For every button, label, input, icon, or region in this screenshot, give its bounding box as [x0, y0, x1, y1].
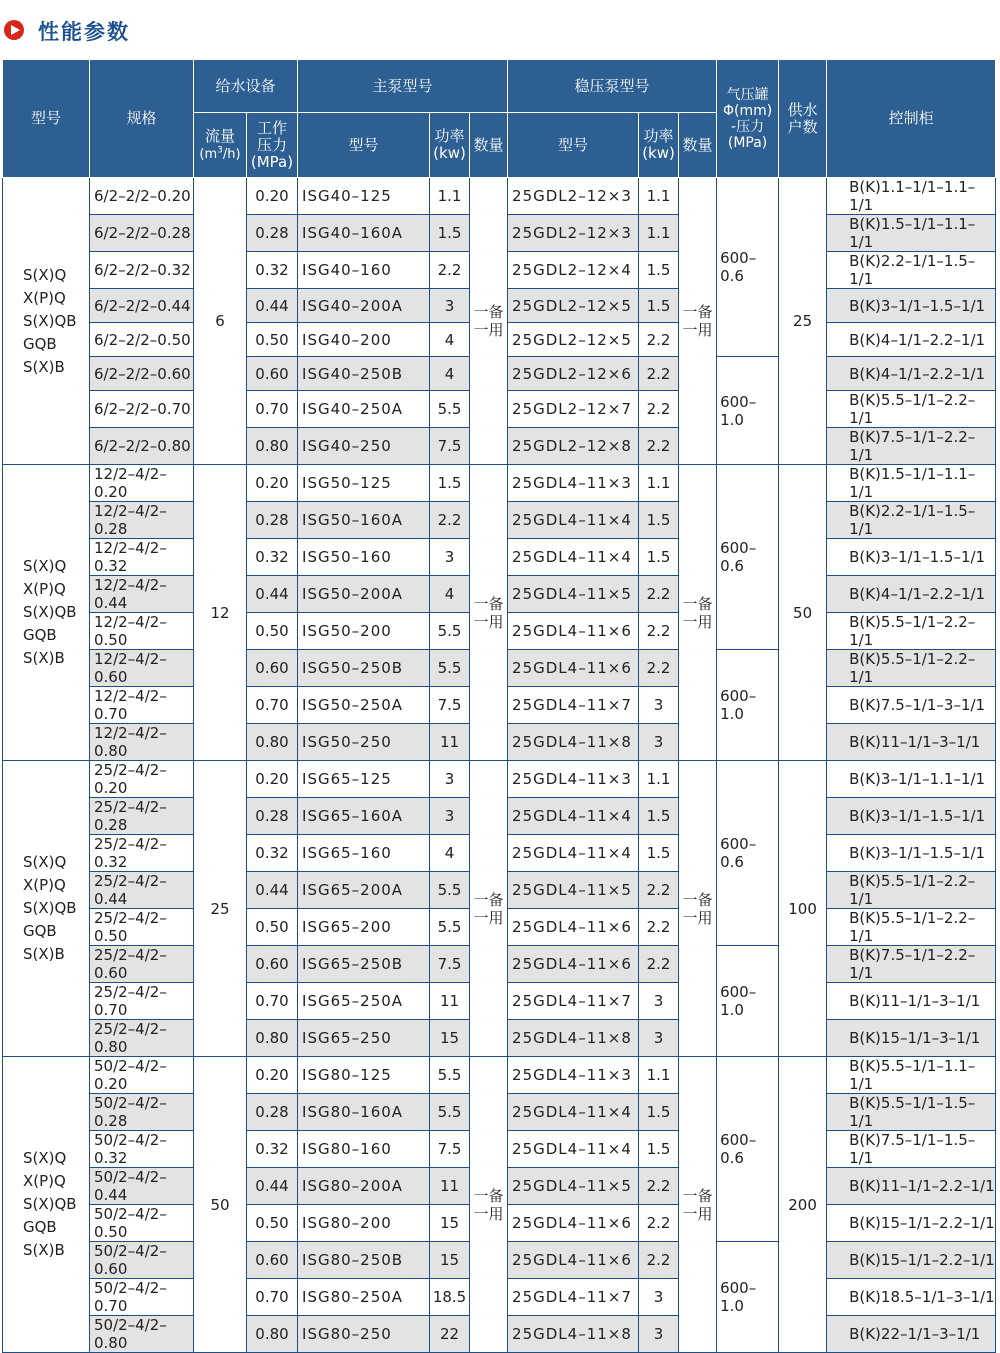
main-pump-power-cell: 4 — [430, 576, 470, 613]
main-pump-power-cell: 3 — [430, 798, 470, 835]
pressure-cell: 0.70 — [247, 983, 298, 1020]
pressure-cell: 0.60 — [247, 357, 298, 391]
main-pump-model-cell: ISG40–200 — [298, 323, 430, 357]
stab-pump-power-cell: 2.2 — [639, 576, 679, 613]
header-main-pump: 主泵型号 — [298, 60, 508, 113]
header-cabinet: 控制柜 — [827, 60, 996, 178]
stab-pump-qty-cell: 一备 一用 — [679, 1057, 717, 1353]
main-pump-model-cell: ISG50–125 — [298, 465, 430, 502]
stab-pump-power-cell: 3 — [639, 1020, 679, 1057]
pressure-cell: 0.50 — [247, 909, 298, 946]
model-series-cell: S(X)Q X(P)Q S(X)QB GQB S(X)B — [3, 1057, 90, 1353]
table-row — [3, 178, 996, 215]
main-pump-power-cell: 11 — [430, 724, 470, 761]
stab-pump-power-cell: 1.5 — [639, 1131, 679, 1168]
main-pump-power-cell: 5.5 — [430, 391, 470, 428]
pressure-cell: 0.44 — [247, 872, 298, 909]
main-pump-qty-cell: 一备 一用 — [470, 761, 508, 1057]
pressure-cell: 0.20 — [247, 178, 298, 215]
tank-cell: 600–0.6 — [717, 178, 779, 357]
households-cell: 25 — [779, 178, 827, 465]
main-pump-model-cell: ISG65–160 — [298, 835, 430, 872]
spec-cell: 25/2–4/2–0.60 — [90, 946, 194, 983]
pressure-cell: 0.80 — [247, 1316, 298, 1353]
main-pump-power-cell: 7.5 — [430, 1131, 470, 1168]
control-cabinet-cell: B(K)22–1/1–3–1/1 — [827, 1316, 996, 1353]
stab-pump-power-cell: 2.2 — [639, 391, 679, 428]
tank-cell: 600–1.0 — [717, 357, 779, 465]
main-pump-power-cell: 2.2 — [430, 502, 470, 539]
stab-pump-model-cell: 25GDL2–12×3 — [508, 178, 639, 215]
main-pump-power-cell: 4 — [430, 323, 470, 357]
tank-cell: 600–0.6 — [717, 1057, 779, 1242]
stab-pump-power-cell: 2.2 — [639, 909, 679, 946]
stab-pump-model-cell: 25GDL4–11×6 — [508, 613, 639, 650]
pressure-cell: 0.80 — [247, 724, 298, 761]
pressure-cell: 0.32 — [247, 835, 298, 872]
stab-pump-model-cell: 25GDL4–11×3 — [508, 761, 639, 798]
control-cabinet-cell: B(K)4–1/1–2.2–1/1 — [827, 576, 996, 613]
stab-pump-model-cell: 25GDL4–11×7 — [508, 983, 639, 1020]
spec-cell: 25/2–4/2–0.50 — [90, 909, 194, 946]
main-pump-qty-cell: 一备 一用 — [470, 178, 508, 465]
pressure-cell: 0.32 — [247, 1131, 298, 1168]
spec-cell: 25/2–4/2–0.32 — [90, 835, 194, 872]
header-spec: 规格 — [90, 60, 194, 178]
header-stab-model: 型号 — [508, 113, 639, 178]
pressure-cell: 0.50 — [247, 613, 298, 650]
main-pump-power-cell: 5.5 — [430, 1094, 470, 1131]
main-pump-power-cell: 3 — [430, 539, 470, 576]
pressure-cell: 0.28 — [247, 798, 298, 835]
spec-cell: 50/2–4/2–0.60 — [90, 1242, 194, 1279]
spec-cell: 25/2–4/2–0.28 — [90, 798, 194, 835]
main-pump-power-cell: 11 — [430, 983, 470, 1020]
pressure-cell: 0.44 — [247, 576, 298, 613]
households-cell: 50 — [779, 465, 827, 761]
main-pump-power-cell: 15 — [430, 1020, 470, 1057]
stab-pump-model-cell: 25GDL4–11×5 — [508, 872, 639, 909]
stab-pump-power-cell: 2.2 — [639, 946, 679, 983]
spec-cell: 12/2–4/2–0.60 — [90, 650, 194, 687]
main-pump-power-cell: 5.5 — [430, 1057, 470, 1094]
stab-pump-power-cell: 3 — [639, 983, 679, 1020]
header-model: 型号 — [3, 60, 90, 178]
control-cabinet-cell: B(K)5.5–1/1–1.5–1/1 — [827, 1094, 996, 1131]
stab-pump-model-cell: 25GDL4–11×6 — [508, 909, 639, 946]
main-pump-power-cell: 7.5 — [430, 687, 470, 724]
pressure-cell: 0.20 — [247, 465, 298, 502]
header-main-qty: 数量 — [470, 113, 508, 178]
pressure-cell: 0.32 — [247, 252, 298, 289]
control-cabinet-cell: B(K)7.5–1/1–2.2–1/1 — [827, 946, 996, 983]
main-pump-qty-cell: 一备 一用 — [470, 465, 508, 761]
stab-pump-model-cell: 25GDL4–11×7 — [508, 1279, 639, 1316]
stab-pump-model-cell: 25GDL4–11×8 — [508, 724, 639, 761]
control-cabinet-cell: B(K)7.5–1/1–3–1/1 — [827, 687, 996, 724]
main-pump-model-cell: ISG40–250B — [298, 357, 430, 391]
main-pump-model-cell: ISG80–250 — [298, 1316, 430, 1353]
main-pump-model-cell: ISG80–160A — [298, 1094, 430, 1131]
flow-cell: 12 — [194, 465, 247, 761]
spec-cell: 12/2–4/2–0.28 — [90, 502, 194, 539]
control-cabinet-cell: B(K)5.5–1/1–2.2–1/1 — [827, 909, 996, 946]
main-pump-model-cell: ISG80–125 — [298, 1057, 430, 1094]
stab-pump-qty-cell: 一备 一用 — [679, 178, 717, 465]
main-pump-model-cell: ISG50–160 — [298, 539, 430, 576]
main-pump-model-cell: ISG65–250 — [298, 1020, 430, 1057]
main-pump-model-cell: ISG50–250B — [298, 650, 430, 687]
tank-cell: 600–1.0 — [717, 1242, 779, 1353]
stab-pump-power-cell: 3 — [639, 1279, 679, 1316]
control-cabinet-cell: B(K)3–1/1–1.5–1/1 — [827, 798, 996, 835]
spec-cell: 12/2–4/2–0.44 — [90, 576, 194, 613]
control-cabinet-cell: B(K)3–1/1–1.1–1/1 — [827, 761, 996, 798]
pressure-cell: 0.20 — [247, 1057, 298, 1094]
stab-pump-power-cell: 1.5 — [639, 539, 679, 576]
control-cabinet-cell: B(K)2.2–1/1–1.5–1/1 — [827, 252, 996, 289]
pressure-cell: 0.50 — [247, 1205, 298, 1242]
model-series-cell: S(X)Q X(P)Q S(X)QB GQB S(X)B — [3, 178, 90, 465]
main-pump-model-cell: ISG65–160A — [298, 798, 430, 835]
spec-cell: 6/2–2/2–0.70 — [90, 391, 194, 428]
stab-pump-model-cell: 25GDL4–11×7 — [508, 687, 639, 724]
spec-cell: 6/2–2/2–0.20 — [90, 178, 194, 215]
main-pump-power-cell: 18.5 — [430, 1279, 470, 1316]
main-pump-power-cell: 5.5 — [430, 872, 470, 909]
stab-pump-model-cell: 25GDL4–11×5 — [508, 1168, 639, 1205]
main-pump-model-cell: ISG50–250 — [298, 724, 430, 761]
main-pump-model-cell: ISG40–160A — [298, 215, 430, 252]
table-body — [3, 178, 996, 1353]
control-cabinet-cell: B(K)7.5–1/1–1.5–1/1 — [827, 1131, 996, 1168]
main-pump-model-cell: ISG50–160A — [298, 502, 430, 539]
pressure-cell: 0.28 — [247, 1094, 298, 1131]
main-pump-power-cell: 1.1 — [430, 178, 470, 215]
spec-cell: 50/2–4/2–0.80 — [90, 1316, 194, 1353]
stab-pump-model-cell: 25GDL4–11×6 — [508, 1205, 639, 1242]
spec-cell: 50/2–4/2–0.50 — [90, 1205, 194, 1242]
stab-pump-model-cell: 25GDL4–11×5 — [508, 576, 639, 613]
main-pump-model-cell: ISG50–200 — [298, 613, 430, 650]
stab-pump-qty-cell: 一备 一用 — [679, 465, 717, 761]
spec-cell: 6/2–2/2–0.28 — [90, 215, 194, 252]
stab-pump-power-cell: 1.5 — [639, 502, 679, 539]
pressure-cell: 0.28 — [247, 502, 298, 539]
control-cabinet-cell: B(K)5.5–1/1–2.2–1/1 — [827, 391, 996, 428]
stab-pump-qty-cell: 一备 一用 — [679, 761, 717, 1057]
table-row — [3, 1057, 996, 1094]
spec-cell: 6/2–2/2–0.32 — [90, 252, 194, 289]
table-row — [3, 465, 996, 502]
stab-pump-power-cell: 3 — [639, 724, 679, 761]
spec-cell: 12/2–4/2–0.70 — [90, 687, 194, 724]
main-pump-model-cell: ISG40–250A — [298, 391, 430, 428]
stab-pump-model-cell: 25GDL4–11×4 — [508, 798, 639, 835]
spec-cell: 25/2–4/2–0.20 — [90, 761, 194, 798]
main-pump-power-cell: 5.5 — [430, 650, 470, 687]
pressure-cell: 0.60 — [247, 1242, 298, 1279]
spec-cell: 6/2–2/2–0.50 — [90, 323, 194, 357]
stab-pump-power-cell: 1.1 — [639, 215, 679, 252]
stab-pump-model-cell: 25GDL2–12×4 — [508, 252, 639, 289]
pressure-cell: 0.80 — [247, 1020, 298, 1057]
main-pump-power-cell: 15 — [430, 1205, 470, 1242]
stab-pump-model-cell: 25GDL4–11×4 — [508, 539, 639, 576]
header-households: 供水 户数 — [779, 60, 827, 178]
main-pump-model-cell: ISG40–160 — [298, 252, 430, 289]
stab-pump-power-cell: 1.1 — [639, 465, 679, 502]
stab-pump-model-cell: 25GDL2–12×6 — [508, 357, 639, 391]
tank-cell: 600–1.0 — [717, 946, 779, 1057]
section-title-bar — [0, 0, 1000, 58]
spec-cell: 25/2–4/2–0.44 — [90, 872, 194, 909]
stab-pump-model-cell: 25GDL4–11×4 — [508, 1131, 639, 1168]
header-stab-pump: 稳压泵型号 — [508, 60, 717, 113]
control-cabinet-cell: B(K)15–1/1–2.2–1/1 — [827, 1205, 996, 1242]
pressure-cell: 0.80 — [247, 428, 298, 465]
pressure-cell: 0.32 — [247, 539, 298, 576]
flow-cell: 25 — [194, 761, 247, 1057]
main-pump-model-cell: ISG65–200 — [298, 909, 430, 946]
control-cabinet-cell: B(K)5.5–1/1–1.1–1/1 — [827, 1057, 996, 1094]
main-pump-model-cell: ISG80–200 — [298, 1205, 430, 1242]
stab-pump-model-cell: 25GDL2–12×7 — [508, 391, 639, 428]
pressure-cell: 0.50 — [247, 323, 298, 357]
main-pump-model-cell: ISG65–125 — [298, 761, 430, 798]
stab-pump-power-cell: 1.5 — [639, 835, 679, 872]
main-pump-model-cell: ISG50–250A — [298, 687, 430, 724]
spec-cell: 6/2–2/2–0.60 — [90, 357, 194, 391]
header-main-model: 型号 — [298, 113, 430, 178]
pressure-cell: 0.60 — [247, 946, 298, 983]
header-stab-power: 功率 (kw) — [639, 113, 679, 178]
control-cabinet-cell: B(K)3–1/1–1.5–1/1 — [827, 289, 996, 323]
header-pressure: 工作 压力 (MPa) — [247, 113, 298, 178]
main-pump-model-cell: ISG80–200A — [298, 1168, 430, 1205]
main-pump-power-cell: 5.5 — [430, 909, 470, 946]
main-pump-model-cell: ISG50–200A — [298, 576, 430, 613]
control-cabinet-cell: B(K)4–1/1–2.2–1/1 — [827, 357, 996, 391]
control-cabinet-cell: B(K)2.2–1/1–1.5–1/1 — [827, 502, 996, 539]
spec-cell: 50/2–4/2–0.20 — [90, 1057, 194, 1094]
main-pump-power-cell: 1.5 — [430, 465, 470, 502]
tank-cell: 600–0.6 — [717, 761, 779, 946]
control-cabinet-cell: B(K)11–1/1–2.2–1/1 — [827, 1168, 996, 1205]
control-cabinet-cell: B(K)5.5–1/1–2.2–1/1 — [827, 650, 996, 687]
stab-pump-power-cell: 2.2 — [639, 1205, 679, 1242]
main-pump-model-cell: ISG65–250B — [298, 946, 430, 983]
flow-cell: 6 — [194, 178, 247, 465]
main-pump-power-cell: 5.5 — [430, 613, 470, 650]
stab-pump-model-cell: 25GDL4–11×4 — [508, 502, 639, 539]
tank-cell: 600–1.0 — [717, 650, 779, 761]
spec-cell: 12/2–4/2–0.50 — [90, 613, 194, 650]
stab-pump-power-cell: 1.5 — [639, 1094, 679, 1131]
pressure-cell: 0.28 — [247, 215, 298, 252]
main-pump-power-cell: 4 — [430, 835, 470, 872]
stab-pump-model-cell: 25GDL2–12×3 — [508, 215, 639, 252]
stab-pump-power-cell: 1.1 — [639, 761, 679, 798]
control-cabinet-cell: B(K)15–1/1–3–1/1 — [827, 1020, 996, 1057]
control-cabinet-cell: B(K)3–1/1–1.5–1/1 — [827, 835, 996, 872]
play-arrow-icon — [4, 20, 24, 40]
pressure-cell: 0.44 — [247, 289, 298, 323]
spec-cell: 50/2–4/2–0.32 — [90, 1131, 194, 1168]
pressure-cell: 0.60 — [247, 650, 298, 687]
main-pump-model-cell: ISG40–200A — [298, 289, 430, 323]
pressure-cell: 0.70 — [247, 687, 298, 724]
stab-pump-model-cell: 25GDL4–11×8 — [508, 1316, 639, 1353]
main-pump-power-cell: 15 — [430, 1242, 470, 1279]
control-cabinet-cell: B(K)1.5–1/1–1.1–1/1 — [827, 215, 996, 252]
spec-cell: 50/2–4/2–0.28 — [90, 1094, 194, 1131]
stab-pump-model-cell: 25GDL4–11×6 — [508, 946, 639, 983]
stab-pump-power-cell: 3 — [639, 1316, 679, 1353]
stab-pump-power-cell: 1.5 — [639, 289, 679, 323]
control-cabinet-cell: B(K)5.5–1/1–2.2–1/1 — [827, 872, 996, 909]
stab-pump-model-cell: 25GDL2–12×5 — [508, 323, 639, 357]
control-cabinet-cell: B(K)3–1/1–1.5–1/1 — [827, 539, 996, 576]
header-tank: 气压罐 Φ(mm) -压力 (MPa) — [717, 60, 779, 178]
stab-pump-model-cell: 25GDL4–11×6 — [508, 1242, 639, 1279]
stab-pump-model-cell: 25GDL4–11×3 — [508, 1057, 639, 1094]
main-pump-power-cell: 11 — [430, 1168, 470, 1205]
main-pump-power-cell: 2.2 — [430, 252, 470, 289]
header-main-power: 功率 (kw) — [430, 113, 470, 178]
control-cabinet-cell: B(K)15–1/1–2.2–1/1 — [827, 1242, 996, 1279]
performance-table — [2, 59, 996, 1353]
control-cabinet-cell: B(K)1.5–1/1–1.1–1/1 — [827, 465, 996, 502]
stab-pump-model-cell: 25GDL4–11×4 — [508, 835, 639, 872]
stab-pump-power-cell: 2.2 — [639, 357, 679, 391]
stab-pump-model-cell: 25GDL2–12×8 — [508, 428, 639, 465]
main-pump-model-cell: ISG40–125 — [298, 178, 430, 215]
main-pump-model-cell: ISG80–160 — [298, 1131, 430, 1168]
main-pump-power-cell: 22 — [430, 1316, 470, 1353]
control-cabinet-cell: B(K)11–1/1–3–1/1 — [827, 983, 996, 1020]
main-pump-model-cell: ISG40–250 — [298, 428, 430, 465]
main-pump-qty-cell: 一备 一用 — [470, 1057, 508, 1353]
control-cabinet-cell: B(K)1.1–1/1–1.1–1/1 — [827, 178, 996, 215]
model-series-cell: S(X)Q X(P)Q S(X)QB GQB S(X)B — [3, 465, 90, 761]
stab-pump-power-cell: 2.2 — [639, 1242, 679, 1279]
stab-pump-power-cell: 1.1 — [639, 1057, 679, 1094]
stab-pump-power-cell: 2.2 — [639, 323, 679, 357]
stab-pump-power-cell: 2.2 — [639, 650, 679, 687]
spec-cell: 25/2–4/2–0.70 — [90, 983, 194, 1020]
stab-pump-power-cell: 1.5 — [639, 798, 679, 835]
header-water-supply: 给水设备 — [194, 60, 298, 113]
stab-pump-power-cell: 2.2 — [639, 428, 679, 465]
main-pump-model-cell: ISG65–250A — [298, 983, 430, 1020]
main-pump-power-cell: 1.5 — [430, 215, 470, 252]
main-pump-power-cell: 7.5 — [430, 946, 470, 983]
main-pump-power-cell: 3 — [430, 761, 470, 798]
spec-cell: 6/2–2/2–0.80 — [90, 428, 194, 465]
header-flow: 流量 $(m^3/h)$ — [194, 113, 247, 178]
spec-cell: 50/2–4/2–0.70 — [90, 1279, 194, 1316]
header-flow-unit: $(m^3/h)$ — [199, 145, 241, 162]
spec-cell: 50/2–4/2–0.44 — [90, 1168, 194, 1205]
main-pump-power-cell: 4 — [430, 357, 470, 391]
spec-cell: 12/2–4/2–0.20 — [90, 465, 194, 502]
spec-cell: 6/2–2/2–0.44 — [90, 289, 194, 323]
stab-pump-power-cell: 2.2 — [639, 1168, 679, 1205]
stab-pump-power-cell: 2.2 — [639, 613, 679, 650]
model-series-cell: S(X)Q X(P)Q S(X)QB GQB S(X)B — [3, 761, 90, 1057]
households-cell: 200 — [779, 1057, 827, 1353]
pressure-cell: 0.70 — [247, 1279, 298, 1316]
pressure-cell: 0.44 — [247, 1168, 298, 1205]
main-pump-model-cell: ISG80–250A — [298, 1279, 430, 1316]
stab-pump-model-cell: 25GDL2–12×5 — [508, 289, 639, 323]
main-pump-power-cell: 3 — [430, 289, 470, 323]
stab-pump-power-cell: 2.2 — [639, 872, 679, 909]
stab-pump-power-cell: 1.1 — [639, 178, 679, 215]
main-pump-model-cell: ISG65–200A — [298, 872, 430, 909]
page-title: 性能参数 — [38, 20, 130, 44]
main-pump-power-cell: 7.5 — [430, 428, 470, 465]
stab-pump-model-cell: 25GDL4–11×6 — [508, 650, 639, 687]
tank-cell: 600–0.6 — [717, 465, 779, 650]
main-pump-model-cell: ISG80–250B — [298, 1242, 430, 1279]
stab-pump-model-cell: 25GDL4–11×4 — [508, 1094, 639, 1131]
control-cabinet-cell: B(K)18.5–1/1–3–1/1 — [827, 1279, 996, 1316]
pressure-cell: 0.70 — [247, 391, 298, 428]
stab-pump-model-cell: 25GDL4–11×3 — [508, 465, 639, 502]
table-row — [3, 761, 996, 798]
households-cell: 100 — [779, 761, 827, 1057]
spec-cell: 12/2–4/2–0.80 — [90, 724, 194, 761]
header-stab-qty: 数量 — [679, 113, 717, 178]
stab-pump-power-cell: 1.5 — [639, 252, 679, 289]
stab-pump-power-cell: 3 — [639, 687, 679, 724]
spec-cell: 12/2–4/2–0.32 — [90, 539, 194, 576]
control-cabinet-cell: B(K)4–1/1–2.2–1/1 — [827, 323, 996, 357]
control-cabinet-cell: B(K)11–1/1–3–1/1 — [827, 724, 996, 761]
control-cabinet-cell: B(K)5.5–1/1–2.2–1/1 — [827, 613, 996, 650]
stab-pump-model-cell: 25GDL4–11×8 — [508, 1020, 639, 1057]
spec-cell: 25/2–4/2–0.80 — [90, 1020, 194, 1057]
pressure-cell: 0.20 — [247, 761, 298, 798]
control-cabinet-cell: B(K)7.5–1/1–2.2–1/1 — [827, 428, 996, 465]
flow-cell: 50 — [194, 1057, 247, 1353]
